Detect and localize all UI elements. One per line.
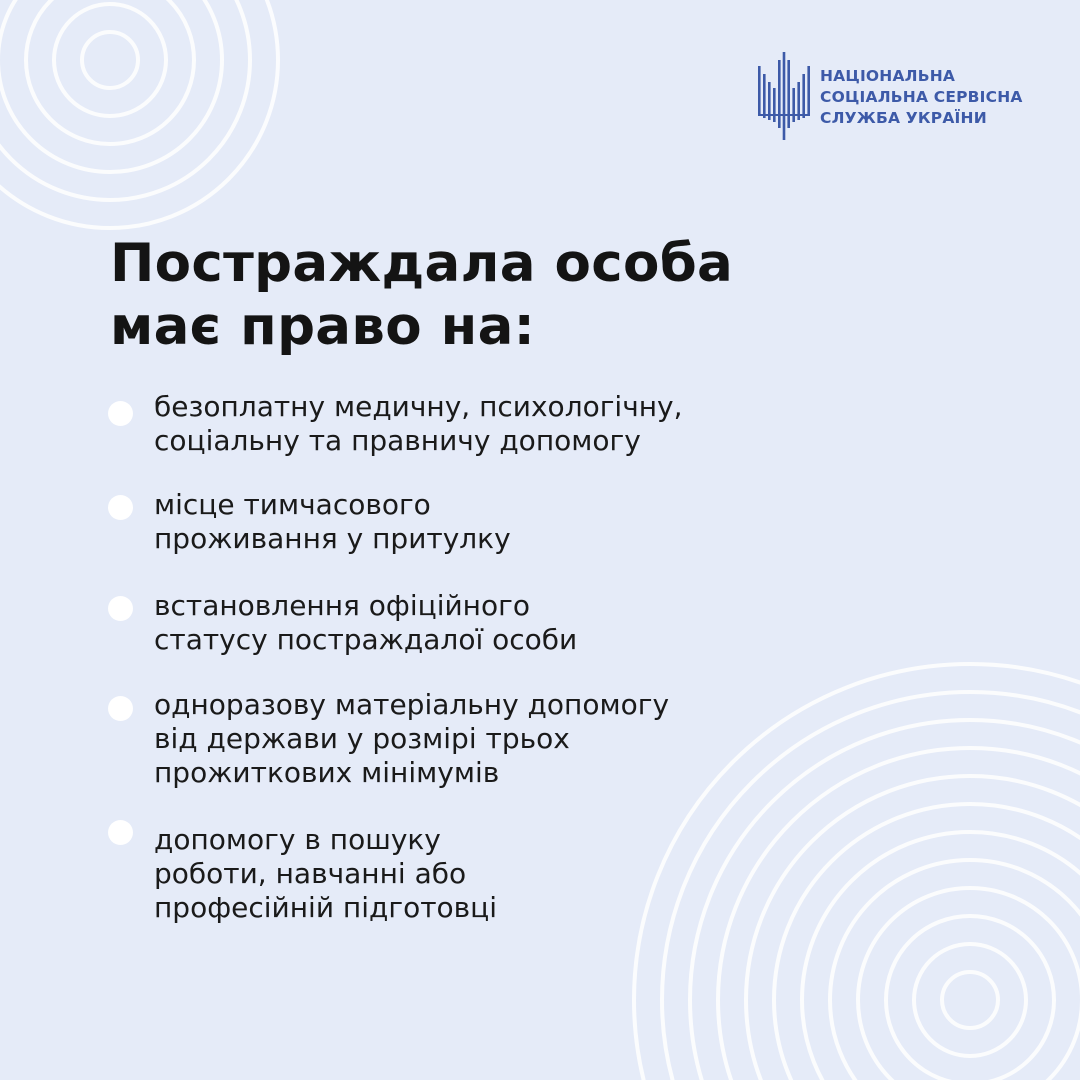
bullet-dot (108, 596, 133, 621)
logo-line: СОЦІАЛЬНА СЕРВІСНА (820, 88, 1023, 106)
logo-line: НАЦІОНАЛЬНА (820, 67, 956, 85)
bullet-dot (108, 696, 133, 721)
list-item-text (154, 488, 511, 556)
list-item-line: соціальну та правничу допомогу (154, 424, 641, 457)
list-item-line: статусу постраждалої особи (154, 623, 578, 656)
list-item-line: проживання у притулку (154, 522, 511, 555)
list-item-line: від держави у розмірі трьох (154, 722, 570, 755)
list-item-line: роботи, навчанні або (154, 857, 467, 890)
list-item-line: встановлення офіційного (154, 589, 530, 622)
list-item-text (154, 390, 683, 458)
logo-line: СЛУЖБА УКРАЇНИ (820, 109, 987, 127)
list-item-text (154, 589, 577, 657)
logo (756, 52, 1023, 140)
list-item-line: одноразову матеріальну допомогу (154, 688, 670, 721)
bullet-dot (108, 495, 133, 520)
list-item-line: прожиткових мінімумів (154, 756, 500, 789)
title-line: має право на: (110, 296, 536, 357)
list-item-line: професійній підготовці (154, 891, 497, 924)
bullet-dot (108, 401, 133, 426)
trident-emblem-icon (756, 52, 812, 140)
list-item-text (154, 823, 497, 925)
page-title (110, 232, 870, 358)
list-item-line: допомогу в пошуку (154, 823, 441, 856)
list-item-text (154, 688, 669, 790)
list-item-line: безоплатну медичну, психологічну, (154, 390, 683, 423)
bullet-dot (108, 820, 133, 845)
list-item-line: місце тимчасового (154, 488, 431, 521)
title-line: Постраждала особа (110, 233, 734, 294)
logo-text (820, 66, 1023, 129)
